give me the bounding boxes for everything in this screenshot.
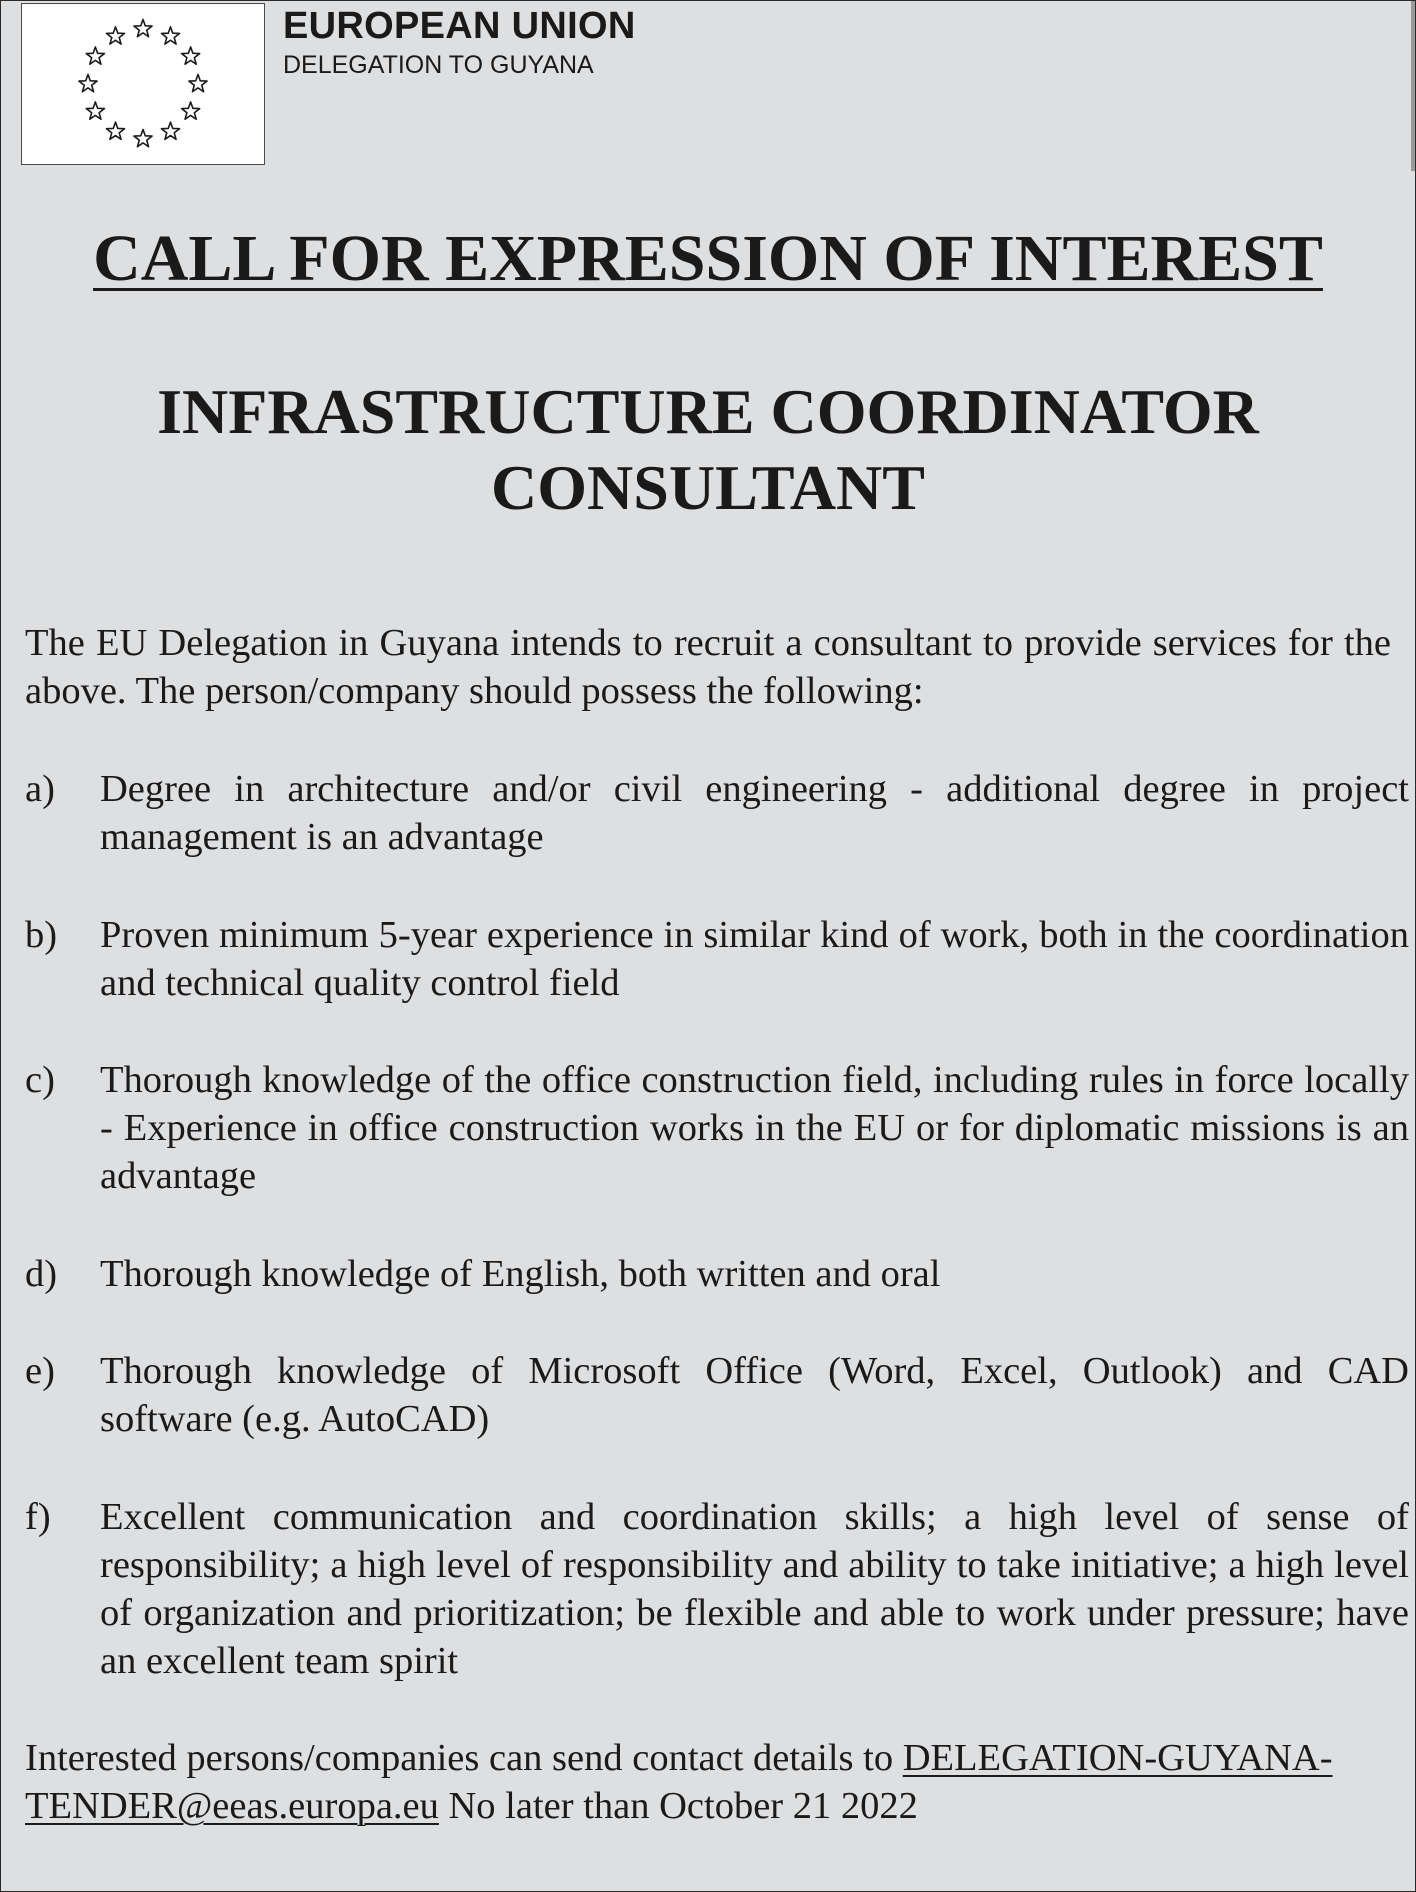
- deadline-text: No later than October 21 2022: [438, 1785, 918, 1827]
- position-title-line: INFRASTRUCTURE COORDINATOR: [157, 376, 1259, 447]
- list-item-letter: b): [25, 914, 58, 956]
- list-item-text: Excellent communication and coordination skills; a high level of sense of responsibility; a high level of responsibility and ability to take initiative; a high level of organization and prioritization; be flexible and able to work under pressure; have an excellent team spirit: [100, 1496, 1409, 1682]
- org-subtitle: DELEGATION TO GUYANA: [283, 51, 594, 79]
- list-item-text: Proven minimum 5-year experience in similar kind of work, both in the coordination and technical quality control field: [100, 914, 1409, 1004]
- list-item-text: Thorough knowledge of the office construction field, including rules in force locally - Experience in office construction works in the EU or for diplomatic missions is an advantage: [100, 1059, 1409, 1197]
- intro-paragraph: The EU Delegation in Guyana intends to recruit a consultant to provide services for the above. The person/company should possess the following:: [25, 622, 1391, 712]
- list-item-letter: d): [25, 1253, 58, 1295]
- contact-email-link[interactable]: DELEGATION-GUYANA-TENDER@eeas.europa.eu: [25, 1737, 1333, 1827]
- list-item-text: Thorough knowledge of Microsoft Office (Word, Excel, Outlook) and CAD software (e.g. AutoCAD): [100, 1350, 1409, 1440]
- position-title-line: CONSULTANT: [491, 452, 925, 523]
- page-title-text: CALL FOR EXPRESSION OF INTEREST: [93, 222, 1323, 295]
- list-item-letter: e): [25, 1350, 55, 1392]
- closing-text: Interested persons/companies can send contact details to: [25, 1737, 903, 1779]
- org-name: EUROPEAN UNION: [283, 5, 636, 47]
- list-item-letter: c): [25, 1059, 55, 1101]
- list-item-letter: f): [25, 1496, 51, 1538]
- list-item-text: Thorough knowledge of English, both written and oral: [100, 1253, 941, 1295]
- closing-paragraph: [25, 1734, 1391, 1830]
- list-item-letter: a): [25, 768, 55, 810]
- requirements-list: [1, 1, 1415, 1891]
- list-item-text: Degree in architecture and/or civil engineering - additional degree in project management is an advantage: [100, 768, 1409, 858]
